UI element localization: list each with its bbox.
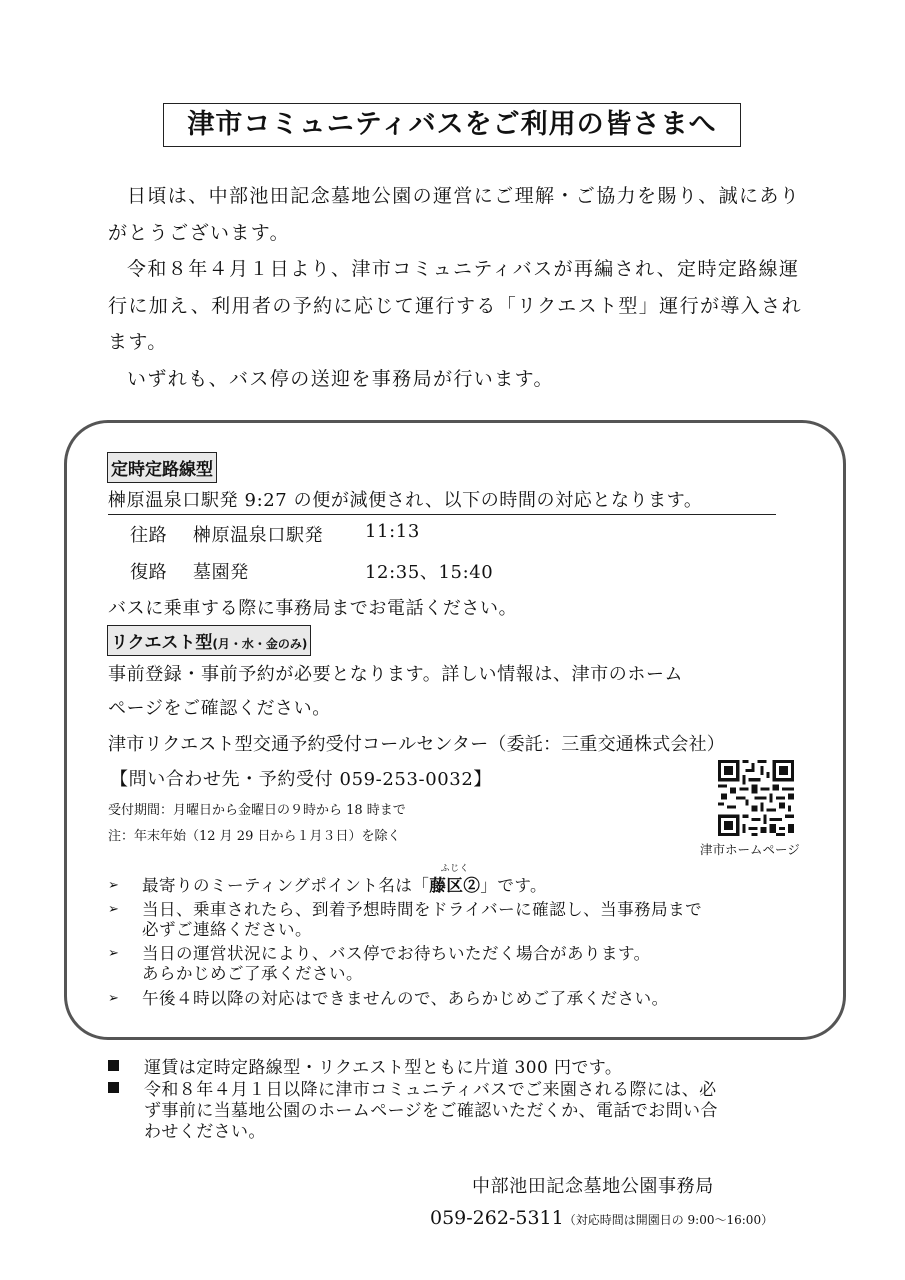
bullet-2-line2: 必ずご連絡ください。 — [142, 920, 312, 939]
request-desc-line2: ページをご確認ください。 — [108, 698, 331, 719]
reception-hours: 受付期間：月曜日から金曜日の９時から 18 時まで — [108, 803, 406, 818]
note-fare-text: 運賃は定時定路線型・リクエスト型ともに片道 300 円です。 — [144, 1058, 623, 1078]
note-visit-line1: 令和８年４月１日以降に津市コミュニティバスでご来園される際には、必 — [144, 1080, 717, 1100]
meeting-point-ruby: ふじく — [440, 864, 470, 874]
request-type-label — [107, 625, 311, 656]
inbound-direction: 復路 — [130, 562, 168, 583]
arrow-bullet-icon: ➢ — [108, 902, 120, 917]
bullet-4-text: 午後４時以降の対応はできませんので、あらかじめご了承ください。 — [142, 989, 669, 1008]
fixed-route-notice: 榊原温泉口駅発 9:27 の便が減便され、以下の時間の対応となります。 — [108, 486, 776, 515]
inbound-origin: 墓園発 — [193, 562, 249, 583]
arrow-bullet-icon: ➢ — [108, 878, 120, 893]
qr-code-icon[interactable] — [718, 760, 794, 836]
meeting-point-name — [429, 864, 481, 896]
bullet-1-text-post: 」です。 — [480, 876, 548, 895]
inbound-times: 12:35、15:40 — [365, 562, 494, 583]
intro-paragraph-3: いずれも、バス停の送迎を事務局が行います。 — [127, 367, 554, 390]
bullet-1-text-pre: 最寄りのミーティングポイント名は「 — [142, 876, 430, 895]
holiday-note: 注：年末年始（12 月 29 日から１月３日）を除く — [108, 829, 401, 844]
page-title: 津市コミュニティバスをご利用の皆さまへ — [163, 103, 741, 147]
request-type-name: リクエスト型 — [111, 633, 213, 653]
intro-paragraph-1: 日頃は、中部池田記念墓地公園の運営にご理解・ご協力を賜り、誠にありがとうございます。 — [108, 185, 801, 244]
bullet-item-2 — [108, 900, 808, 940]
contact-phone[interactable]: 【問い合わせ先・予約受付 059-253-0032】 — [110, 769, 493, 790]
request-desc-line1: 事前登録・事前予約が必要となります。詳しい情報は、津市のホーム — [108, 664, 684, 685]
note-visit-line3: わせください。 — [144, 1122, 266, 1142]
call-center-name: 津市リクエスト型交通予約受付コールセンター（委託：三重交通株式会社） — [108, 734, 725, 755]
note-visit-line2: ず事前に当墓地公園のホームページをご確認いただくか、電話でお問い合 — [144, 1101, 718, 1121]
intro-text — [108, 178, 808, 397]
office-phone[interactable]: 059-262-5311 — [430, 1207, 564, 1229]
outbound-direction: 往路 — [130, 525, 168, 546]
square-bullet-icon — [108, 1082, 119, 1093]
square-bullet-icon — [108, 1060, 119, 1071]
meeting-point-label: 藤区② — [429, 876, 481, 895]
outbound-times: 11:13 — [365, 521, 420, 542]
office-phone-hours: （対応時間は開園日の 9:00～16:00） — [563, 1213, 774, 1227]
bullet-item-3 — [108, 944, 808, 984]
arrow-bullet-icon: ➢ — [108, 946, 120, 961]
arrow-bullet-icon: ➢ — [108, 991, 120, 1006]
note-fare — [108, 1058, 808, 1079]
office-contact — [430, 1207, 773, 1229]
request-type-days: (月・水・金のみ) — [212, 637, 308, 651]
bullet-2-line1: 当日、乗車されたら、到着予想時間をドライバーに確認し、当事務局まで — [142, 900, 703, 919]
bullet-3-line2: あらかじめご了承ください。 — [142, 964, 363, 983]
outbound-origin: 榊原温泉口駅発 — [193, 525, 324, 546]
bullet-item-4 — [108, 989, 808, 1009]
fixed-route-call-note: バスに乗車する際に事務局までお電話ください。 — [108, 598, 518, 619]
qr-caption: 津市ホームページ — [700, 842, 800, 857]
note-visit — [108, 1080, 808, 1143]
intro-paragraph-2: 令和８年４月１日より、津市コミュニティバスが再編され、定時定路線運行に加え、利用者の予約に応じて運行する「リクエスト型」運行が導入されます。 — [108, 258, 802, 353]
fixed-route-label: 定時定路線型 — [107, 452, 217, 483]
bullet-3-line1: 当日の運営状況により、バス停でお待ちいただく場合があります。 — [142, 944, 651, 963]
bullet-item-1 — [108, 864, 808, 896]
office-name: 中部池田記念墓地公園事務局 — [472, 1176, 714, 1197]
